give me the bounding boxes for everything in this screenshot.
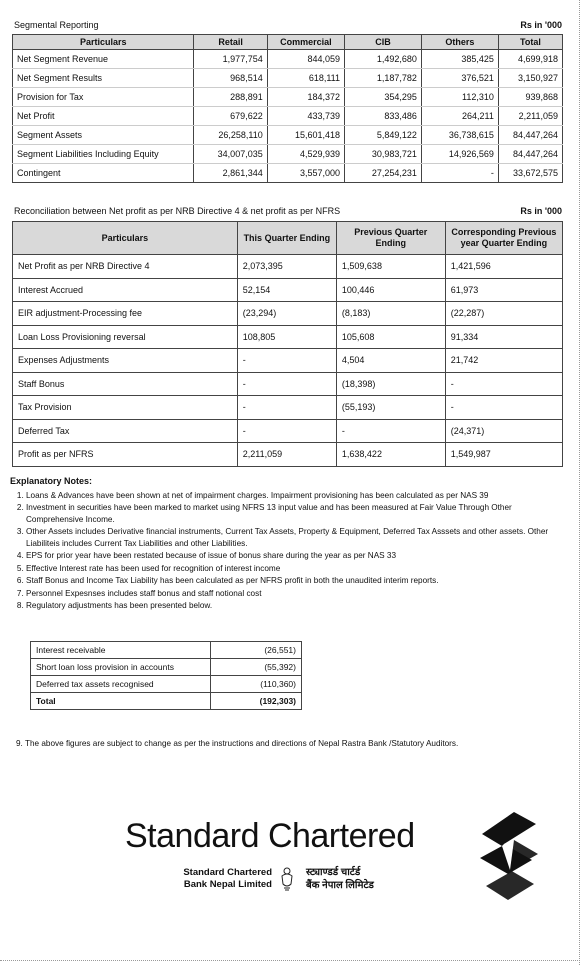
adjustment-label: Short loan loss provision in accounts [31, 659, 211, 676]
reconciliation-row [13, 372, 563, 396]
reconciliation-row [13, 396, 563, 420]
cell-value: 52,154 [237, 278, 336, 302]
cell-value: 14,926,569 [421, 145, 498, 164]
cell-value: - [237, 419, 336, 443]
cell-value: 36,738,615 [421, 126, 498, 145]
note-item: 6. Staff Bonus and Income Tax Liability has been calculated as per NFRS profit in both the unaudited interim reports. [26, 575, 570, 587]
cell-value: 61,973 [445, 278, 562, 302]
col-header: Retail [194, 35, 267, 50]
row-label: Loan Loss Provisioning reversal [13, 325, 238, 349]
cell-value: 30,983,721 [345, 145, 422, 164]
cell-value: 33,672,575 [498, 164, 562, 183]
segmental-row [13, 107, 563, 126]
bank-name-english [170, 867, 272, 891]
row-label: Deferred Tax [13, 419, 238, 443]
row-label: Net Profit as per NRB Directive 4 [13, 255, 238, 279]
segmental-row [13, 50, 563, 69]
adjustment-value: (55,392) [211, 659, 302, 676]
row-label: Staff Bonus [13, 372, 238, 396]
reconciliation-row [13, 325, 563, 349]
notes-list [10, 490, 570, 612]
cell-value: 939,868 [498, 88, 562, 107]
cell-value: 5,849,122 [345, 126, 422, 145]
reconciliation-row [13, 302, 563, 326]
cell-value: 844,059 [267, 50, 344, 69]
row-label: Interest Accrued [13, 278, 238, 302]
bank-name-en-line2: Bank Nepal Limited [183, 879, 272, 890]
cell-value: 433,739 [267, 107, 344, 126]
cell-value: 1,492,680 [345, 50, 422, 69]
cell-value: 3,557,000 [267, 164, 344, 183]
row-label: Net Segment Results [13, 69, 194, 88]
row-label: Net Profit [13, 107, 194, 126]
cell-value: 2,211,059 [237, 443, 336, 467]
note-9-number: 9. [16, 739, 23, 748]
bank-name-en-line1: Standard Chartered [183, 867, 272, 878]
regulatory-adjustments-table [30, 641, 302, 710]
adjustment-row [31, 676, 302, 693]
reconciliation-table [12, 221, 563, 467]
segmental-header [14, 20, 562, 30]
cell-value: 15,601,418 [267, 126, 344, 145]
cell-value: - [421, 164, 498, 183]
col-header: This Quarter Ending [237, 222, 336, 255]
cell-value: 1,549,987 [445, 443, 562, 467]
cell-value: 968,514 [194, 69, 267, 88]
cell-value: 91,334 [445, 325, 562, 349]
cell-value: - [336, 419, 445, 443]
notes-title: Explanatory Notes: [10, 476, 93, 486]
bank-name-ne-line1: स्ट्याण्डर्ड चार्टर्ड [306, 867, 361, 878]
brand-wordmark: Standard Chartered [125, 817, 415, 855]
col-header: Commercial [267, 35, 344, 50]
cell-value: 354,295 [345, 88, 422, 107]
cell-value: 112,310 [421, 88, 498, 107]
cell-value: 1,187,782 [345, 69, 422, 88]
cell-value: 1,638,422 [336, 443, 445, 467]
cell-value: 100,446 [336, 278, 445, 302]
bank-name-ne-line2: बैंक नेपाल लिमिटेड [306, 880, 374, 891]
cell-value: 105,608 [336, 325, 445, 349]
cell-value: 2,861,344 [194, 164, 267, 183]
note-item: 2. Investment in securities have been marked to market using NFRS 13 input value and has been measured at Fair Value Through Other Comprehensive Income. [26, 502, 570, 525]
row-label: Tax Provision [13, 396, 238, 420]
cell-value: (18,398) [336, 372, 445, 396]
note-item: 3. Other Assets includes Derivative financial instruments, Current Tax Assets, Property & Equipment, Deferred Tax Asssets and other assets. Other Liabiliteis includes Current Tax Liabilities and other Liabilities. [26, 526, 570, 549]
adjustment-label: Interest receivable [31, 642, 211, 659]
segmental-row [13, 145, 563, 164]
page-border-bottom [0, 960, 580, 961]
reconciliation-row [13, 443, 563, 467]
cell-value: 1,977,754 [194, 50, 267, 69]
cell-value: (8,183) [336, 302, 445, 326]
note-item: 7. Personnel Expesnses includes staff bonus and staff notional cost [26, 588, 570, 600]
note-9 [16, 739, 566, 748]
row-label: Provision for Tax [13, 88, 194, 107]
adjustment-row [31, 642, 302, 659]
page-border-right [579, 0, 580, 965]
cell-value: 21,742 [445, 349, 562, 373]
cell-value: 618,111 [267, 69, 344, 88]
nepal-emblem-icon [279, 866, 295, 892]
cell-value: - [237, 349, 336, 373]
adjustment-label: Deferred tax assets recognised [31, 676, 211, 693]
cell-value: 4,529,939 [267, 145, 344, 164]
cell-value: 108,805 [237, 325, 336, 349]
segmental-row [13, 126, 563, 145]
note-item: 5. Effective Interest rate has been used for recognition of interest income [26, 563, 570, 575]
cell-value: - [445, 396, 562, 420]
note-item: 8. Regulatory adjustments has been presented below. [26, 600, 570, 612]
row-label: Segment Liabilities Including Equity [13, 145, 194, 164]
cell-value: 679,622 [194, 107, 267, 126]
reconciliation-row [13, 278, 563, 302]
cell-value: (55,193) [336, 396, 445, 420]
cell-value: 26,258,110 [194, 126, 267, 145]
cell-value: 34,007,035 [194, 145, 267, 164]
cell-value: 84,447,264 [498, 145, 562, 164]
segmental-row [13, 164, 563, 183]
cell-value: 376,521 [421, 69, 498, 88]
row-label: Profit as per NFRS [13, 443, 238, 467]
col-header: CIB [345, 35, 422, 50]
cell-value: 288,891 [194, 88, 267, 107]
cell-value: 84,447,264 [498, 126, 562, 145]
row-label: Expenses Adjustments [13, 349, 238, 373]
cell-value: 4,504 [336, 349, 445, 373]
cell-value: - [237, 396, 336, 420]
cell-value: 833,486 [345, 107, 422, 126]
cell-value: 3,150,927 [498, 69, 562, 88]
segmental-header-row [13, 35, 563, 50]
explanatory-notes [10, 476, 570, 613]
segmental-table [12, 34, 563, 183]
bank-name-nepali [306, 866, 374, 892]
row-label: Segment Assets [13, 126, 194, 145]
cell-value: - [445, 372, 562, 396]
adjustment-value: (192,303) [211, 693, 302, 710]
note-item: 1. Loans & Advances have been shown at net of impairment charges. Impairment provisioning has been calculated as per NAS 39 [26, 490, 570, 502]
col-header: Total [498, 35, 562, 50]
cell-value: 1,509,638 [336, 255, 445, 279]
cell-value: 385,425 [421, 50, 498, 69]
col-header: Others [421, 35, 498, 50]
cell-value: 264,211 [421, 107, 498, 126]
cell-value: (23,294) [237, 302, 336, 326]
row-label: Contingent [13, 164, 194, 183]
reconciliation-unit: Rs in '000 [520, 206, 562, 216]
cell-value: 27,254,231 [345, 164, 422, 183]
col-header: Particulars [13, 35, 194, 50]
reconciliation-title: Reconciliation between Net profit as per NRB Directive 4 & net profit as per NFRS [14, 206, 341, 216]
segmental-row [13, 88, 563, 107]
col-header: Previous Quarter Ending [336, 222, 445, 255]
reconciliation-row [13, 419, 563, 443]
cell-value: 2,073,395 [237, 255, 336, 279]
adjustment-value: (26,551) [211, 642, 302, 659]
cell-value: (24,371) [445, 419, 562, 443]
segmental-row [13, 69, 563, 88]
reconciliation-row [13, 255, 563, 279]
row-label: Net Segment Revenue [13, 50, 194, 69]
cell-value: 1,421,596 [445, 255, 562, 279]
cell-value: 4,699,918 [498, 50, 562, 69]
adjustment-value: (110,360) [211, 676, 302, 693]
standard-chartered-logo-icon [474, 810, 546, 902]
reconciliation-header [14, 206, 562, 216]
reconciliation-row [13, 349, 563, 373]
row-label: EIR adjustment-Processing fee [13, 302, 238, 326]
reconciliation-header-row [13, 222, 563, 255]
cell-value: 2,211,059 [498, 107, 562, 126]
note-item: 4. EPS for prior year have been restated because of issue of bonus share during the year as per NAS 33 [26, 550, 570, 562]
cell-value: (22,287) [445, 302, 562, 326]
col-header: Particulars [13, 222, 238, 255]
col-header: Corresponding Previous year Quarter Ending [445, 222, 562, 255]
adjustment-row [31, 659, 302, 676]
cell-value: 184,372 [267, 88, 344, 107]
cell-value: - [237, 372, 336, 396]
adjustment-row [31, 693, 302, 710]
segmental-title: Segmental Reporting [14, 20, 99, 30]
adjustment-label: Total [31, 693, 211, 710]
segmental-unit: Rs in '000 [520, 20, 562, 30]
note-9-text: The above figures are subject to change as per the instructions and directions of Nepal Rastra Bank /Statutory Auditors. [24, 739, 459, 748]
